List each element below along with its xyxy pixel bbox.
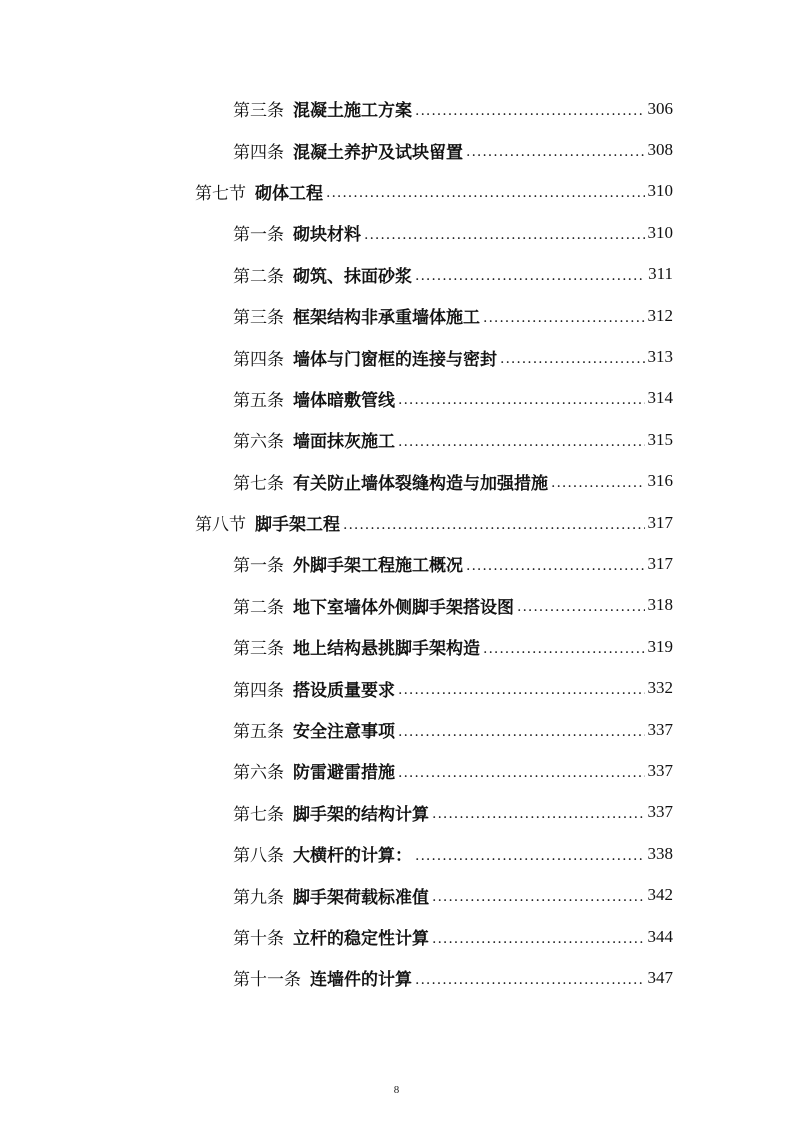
toc-dot-leader: [398, 682, 645, 698]
toc-entry-title: 脚手架荷载标准值: [293, 887, 429, 908]
toc-entry[interactable]: [0, 461, 673, 502]
toc-entry[interactable]: [0, 667, 673, 708]
toc-entry[interactable]: [0, 378, 673, 419]
toc-entry-number: 第九条: [233, 887, 284, 908]
toc-entry-number: 第六条: [233, 432, 284, 453]
toc-entry-page: 310: [647, 222, 673, 242]
toc-entry-title: 框架结构非承重墙体施工: [293, 308, 480, 329]
toc-entry-number: 第一条: [233, 556, 284, 577]
toc-entry[interactable]: [0, 750, 673, 791]
toc-entry-number: 第二条: [233, 597, 284, 618]
toc-entry-page: 314: [647, 388, 673, 408]
toc-entry-number: 第一条: [233, 225, 284, 246]
toc-entry-title: 砌块材料: [293, 225, 361, 246]
toc-dot-leader: [398, 434, 645, 450]
toc-entry-number: 第八节: [195, 515, 246, 536]
toc-entry[interactable]: [0, 543, 673, 584]
toc-entry-number: 第七节: [195, 183, 246, 204]
toc-entry[interactable]: [0, 957, 673, 998]
toc-entry-page: 337: [647, 760, 673, 780]
toc-entry[interactable]: [0, 129, 673, 170]
toc-entry-title: 砌体工程: [255, 183, 323, 204]
toc-dot-leader: [398, 724, 645, 740]
toc-entry[interactable]: [0, 833, 673, 874]
toc-entry-title: 墙面抹灰施工: [293, 432, 395, 453]
toc-entry[interactable]: [0, 212, 673, 253]
toc-dot-leader: [415, 268, 645, 284]
toc-dot-leader: [466, 558, 645, 574]
toc-entry[interactable]: [0, 626, 673, 667]
toc-entry-number: 第七条: [233, 804, 284, 825]
toc-entry-page: 311: [648, 264, 673, 284]
toc-entry-page: 338: [647, 843, 673, 863]
toc-entry-title: 砌筑、抹面砂浆: [293, 266, 412, 287]
toc-entry-page: 318: [647, 595, 673, 615]
toc-entry-title: 墙体与门窗框的连接与密封: [293, 349, 497, 370]
toc-entry-page: 337: [647, 802, 673, 822]
toc-entry-page: 313: [647, 347, 673, 367]
toc-entry[interactable]: [0, 88, 673, 129]
toc-dot-leader: [343, 517, 645, 533]
toc-entry-title: 墙体暗敷管线: [293, 390, 395, 411]
toc-entry[interactable]: [0, 336, 673, 377]
toc-entry-page: 315: [647, 429, 673, 449]
page-number: 8: [393, 1084, 400, 1096]
toc-dot-leader: [432, 889, 645, 905]
toc-entry-number: 第十条: [233, 929, 284, 949]
toc-entry-title: 大横杆的计算：: [293, 846, 412, 867]
toc-dot-leader: [483, 641, 645, 657]
toc-entry[interactable]: [0, 709, 673, 750]
toc-entry-page: 317: [647, 553, 673, 573]
toc-dot-leader: [432, 931, 645, 947]
toc-entry[interactable]: [0, 874, 673, 915]
toc-entry-title: 地上结构悬挑脚手架构造: [293, 639, 480, 660]
toc-entry-title: 立杆的稳定性计算: [293, 929, 429, 949]
toc-entry-title: 有关防止墙体裂缝构造与加强措施: [293, 473, 548, 494]
toc-entry-page: 342: [647, 885, 673, 905]
toc-entry[interactable]: [0, 585, 673, 626]
toc-entry[interactable]: [0, 419, 673, 460]
toc-entry-title: 连墙件的计算: [310, 970, 412, 991]
toc-entry-number: 第五条: [233, 722, 284, 743]
toc-entry-number: 第四条: [233, 680, 284, 701]
toc-entry-page: 306: [647, 98, 673, 118]
toc-entry-title: 安全注意事项: [293, 722, 395, 743]
toc-entry-title: 脚手架的结构计算: [293, 804, 429, 825]
toc-entry-page: 317: [647, 512, 673, 532]
toc-entry-number: 第五条: [233, 390, 284, 411]
toc-dot-leader: [415, 103, 645, 119]
toc-entry-number: 第六条: [233, 763, 284, 784]
toc-entry-number: 第十一条: [233, 970, 301, 991]
toc-dot-leader: [398, 392, 645, 408]
toc-entry-page: 344: [647, 926, 673, 946]
toc-entry[interactable]: [0, 295, 673, 336]
toc-entry[interactable]: [0, 916, 673, 957]
toc-entry-title: 混凝土施工方案: [293, 101, 412, 122]
toc-entry-page: 308: [647, 140, 673, 160]
toc-dot-leader: [432, 806, 645, 822]
toc-dot-leader: [364, 227, 645, 243]
toc-section-entry[interactable]: [0, 502, 673, 543]
toc-entry-title: 脚手架工程: [255, 515, 340, 536]
toc-entry-page: 337: [647, 719, 673, 739]
toc-entry-title: 外脚手架工程施工概况: [293, 556, 463, 577]
toc-entry-page: 316: [647, 471, 673, 491]
toc-entry-title: 搭设质量要求: [293, 680, 395, 701]
toc-entry-page: 332: [647, 678, 673, 698]
toc-entry-title: 混凝土养护及试块留置: [293, 142, 463, 163]
toc-entry-number: 第七条: [233, 473, 284, 494]
toc-entry-title: 防雷避雷措施: [293, 763, 395, 784]
toc-dot-leader: [517, 599, 645, 615]
toc-dot-leader: [415, 848, 645, 864]
toc-section-entry[interactable]: [0, 171, 673, 212]
toc-entry-title: 地下室墙体外侧脚手架搭设图: [293, 597, 514, 618]
toc-dot-leader: [483, 310, 645, 326]
toc-dot-leader: [551, 475, 645, 491]
toc-entry-number: 第三条: [233, 639, 284, 660]
toc-entry[interactable]: [0, 254, 673, 295]
toc-entry-number: 第三条: [233, 101, 284, 122]
toc-dot-leader: [500, 351, 645, 367]
toc-dot-leader: [415, 972, 645, 988]
toc-entry-number: 第八条: [233, 846, 284, 867]
toc-entry-page: 347: [647, 967, 673, 987]
toc-entry-page: 319: [647, 636, 673, 656]
toc-entry-number: 第四条: [233, 349, 284, 370]
toc-entry-page: 312: [647, 305, 673, 325]
toc-dot-leader: [466, 144, 645, 160]
table-of-contents: [0, 88, 793, 999]
toc-dot-leader: [326, 185, 645, 201]
toc-entry-number: 第四条: [233, 142, 284, 163]
toc-entry-number: 第二条: [233, 266, 284, 287]
toc-dot-leader: [398, 765, 645, 781]
toc-entry-number: 第三条: [233, 308, 284, 329]
toc-entry-page: 310: [647, 181, 673, 201]
toc-entry[interactable]: [0, 792, 673, 833]
